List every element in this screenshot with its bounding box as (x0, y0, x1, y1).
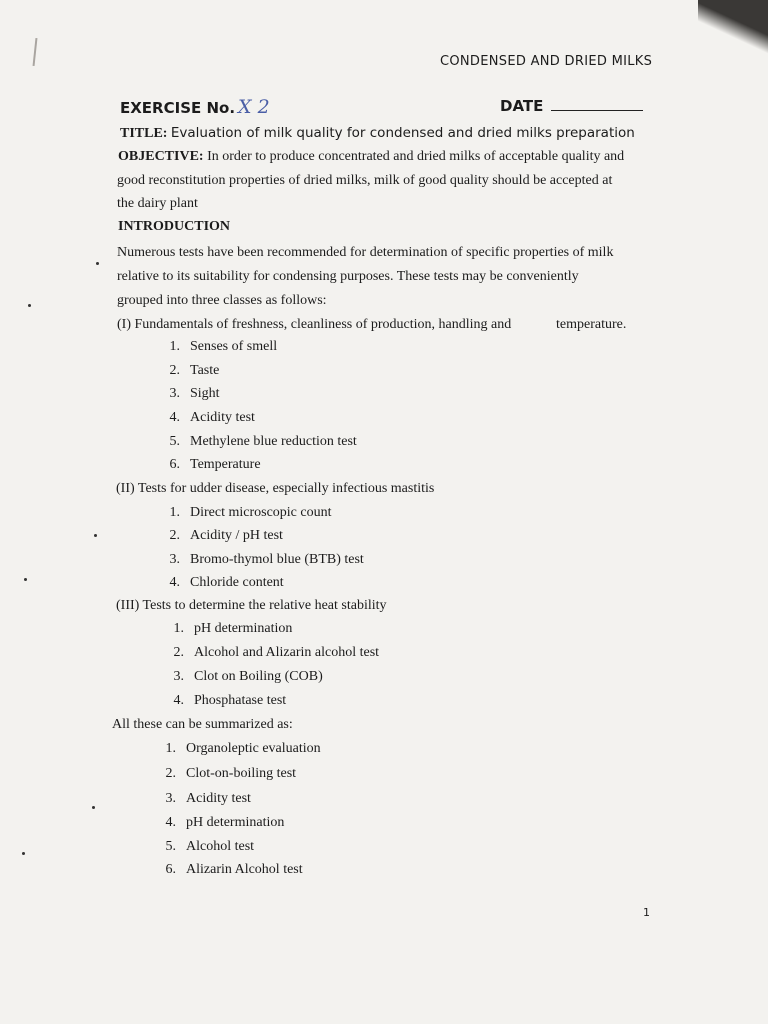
speck (92, 806, 95, 809)
list-item: 2. Acidity / pH test (169, 528, 283, 543)
list-item: 3. Bromo-thymol blue (BTB) test (169, 552, 364, 567)
summary-heading: All these can be summarized as: (112, 717, 293, 732)
list-item: 3. Clot on Boiling (COB) (173, 669, 323, 684)
page-corner-shadow (698, 0, 768, 60)
list-item: 2. Taste (169, 363, 220, 378)
intro-line-2: relative to its suitability for condensing purposes. These tests may be conveniently (117, 269, 579, 284)
group-1-heading: (I) Fundamentals of freshness, cleanliness of production, handling and (117, 317, 512, 332)
group-1-heading-tail: temperature. (556, 317, 627, 332)
speck (28, 304, 31, 307)
title-text: Evaluation of milk quality for condensed and dried milks preparation (170, 125, 635, 141)
list-item: 1. pH determination (173, 621, 293, 636)
list-item: 3. Acidity test (165, 791, 251, 806)
exercise-number (120, 96, 270, 118)
speck (94, 534, 97, 537)
title-label: TITLE: (120, 126, 168, 141)
introduction-heading: INTRODUCTION (118, 219, 231, 234)
list-item: 5. Methylene blue reduction test (169, 434, 357, 449)
list-item: 1. Organoleptic evaluation (165, 741, 321, 756)
list-item: 4. Acidity test (169, 410, 255, 425)
exercise-label: EXERCISE No. (120, 99, 236, 117)
date-blank-line (551, 110, 643, 111)
group-3-heading: (III) Tests to determine the relative heat stability (116, 598, 387, 613)
list-item: 6. Temperature (169, 457, 261, 472)
handwritten-exercise-number: X 2 (238, 96, 270, 118)
speck (96, 262, 99, 265)
objective-line-2: good reconstitution properties of dried milks, milk of good quality should be accepted at (117, 173, 613, 188)
speck (22, 852, 25, 855)
speck (24, 578, 27, 581)
list-item: 1. Direct microscopic count (169, 505, 332, 520)
pen-mark (33, 38, 38, 66)
list-item: 4. Phosphatase test (173, 693, 287, 708)
intro-line-1: Numerous tests have been recommended for determination of specific properties of milk (117, 245, 614, 260)
objective-text: In order to produce concentrated and dried milks of acceptable quality and (207, 149, 625, 164)
date-label: DATE (500, 97, 544, 115)
list-item: 5. Alcohol test (165, 839, 255, 854)
title-line (120, 125, 635, 142)
list-item: 3. Sight (169, 386, 220, 401)
list-item: 4. Chloride content (169, 575, 284, 590)
list-item: 1. Senses of smell (169, 339, 278, 354)
objective-label: OBJECTIVE: (118, 149, 204, 164)
list-item: 4. pH determination (165, 815, 285, 830)
intro-line-3: grouped into three classes as follows: (117, 293, 327, 308)
list-item: 6. Alizarin Alcohol test (165, 862, 303, 877)
list-item: 2. Alcohol and Alizarin alcohol test (173, 645, 380, 660)
objective-line-1 (118, 149, 624, 165)
page-number: 1 (643, 906, 650, 919)
list-item: 2. Clot-on-boiling test (165, 766, 297, 781)
objective-line-3: the dairy plant (117, 196, 198, 211)
group-2-heading: (II) Tests for udder disease, especially infectious mastitis (116, 481, 435, 496)
running-header: CONDENSED AND DRIED MILKS (440, 54, 653, 69)
